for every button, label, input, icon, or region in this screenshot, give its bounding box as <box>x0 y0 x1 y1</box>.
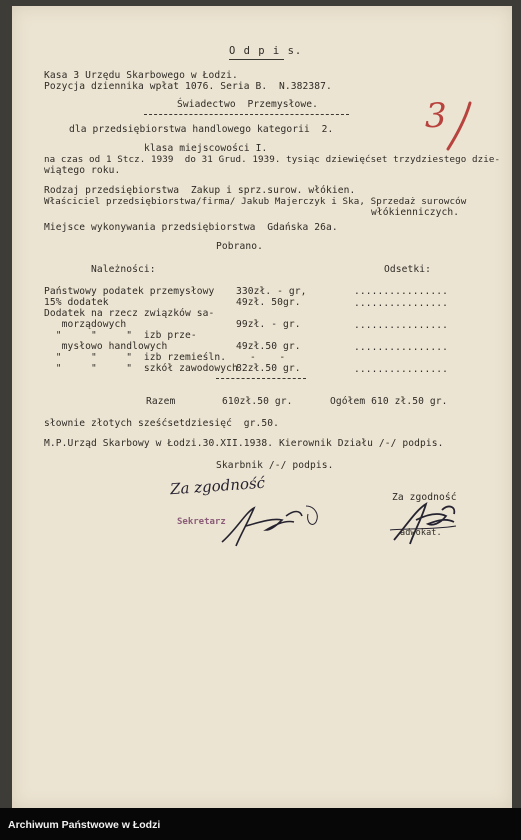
amount-in-words: słownie złotych sześćsetdziesięć gr.50. <box>44 418 280 429</box>
fee-amount: 99zł. - gr. <box>236 319 301 330</box>
total-amount: 610zł.50 gr. <box>222 396 293 407</box>
fee-label: Państwowy podatek przemysłowy <box>44 286 215 297</box>
grand-total: Ogółem 610 zł.50 gr. <box>330 396 448 407</box>
period-line-1: na czas od 1 Stcz. 1939 do 31 Grud. 1939. tysiąc dziewięćset trzydziestego dzie- <box>44 154 501 165</box>
fee-amount: 49zł.50 gr. <box>236 341 301 352</box>
secretary-stamp-label: Sekretarz <box>177 517 226 527</box>
dues-column-header: Należności: <box>91 264 156 275</box>
title-underline <box>229 59 284 60</box>
fee-label: Dodatek na rzecz związków sa- <box>44 308 215 319</box>
certificate-underline <box>144 114 349 115</box>
header-line-2: Pozycja dziennika wpłat 1076. Seria B. N.382387. <box>44 81 332 92</box>
fee-interest: ................ <box>354 286 449 297</box>
fee-amount: 49zł. 50gr. <box>236 297 301 308</box>
owner-line-2: włókienniczych. <box>371 207 460 218</box>
red-pencil-stroke <box>440 95 480 155</box>
certificate-title: Świadectwo Przemysłowe. <box>177 99 319 110</box>
owner-line: Właściciel przedsiębiorstwa/firma/ Jakub Majerczyk i Ska, Sprzedaż surowców <box>44 196 467 207</box>
handwritten-conformity: Za zgodność <box>169 473 266 499</box>
red-pencil-number: 3 <box>425 96 447 136</box>
total-label: Razem <box>146 396 176 407</box>
secretary-signature <box>216 500 326 550</box>
advocate-label: adwokat. <box>400 528 442 538</box>
fee-interest: ................ <box>354 342 449 353</box>
fee-label: 15% dodatek <box>44 297 109 308</box>
fee-interest: ................ <box>354 320 449 331</box>
conformity-right: Za zgodność <box>392 492 457 503</box>
fee-amount: - - <box>250 352 286 363</box>
fee-label: mysłowo handlowych <box>44 341 168 352</box>
fee-amount: 330zł. - gr, <box>236 286 307 297</box>
class-line: klasa miejscowości I. <box>144 143 268 154</box>
fee-interest: ................ <box>354 364 449 375</box>
fee-amount: 82zł.50 gr. <box>236 363 301 374</box>
total-separator <box>216 378 306 379</box>
location-line: Miejsce wykonywania przedsiębiorstwa Gdańska 26a. <box>44 222 338 233</box>
fee-interest: ................ <box>354 298 449 309</box>
enterprise-type-line: Rodzaj przedsiębiorstwa Zakup i sprz.surow. włókien. <box>44 185 356 196</box>
treasurer-line: Skarbnik /-/ podpis. <box>216 460 334 471</box>
archive-footer <box>0 808 521 840</box>
fee-label: morządowych <box>44 319 127 330</box>
fee-label: " " " szkół zawodowych <box>44 363 238 374</box>
period-line-2: wiątego roku. <box>44 165 121 176</box>
header-line-1: Kasa 3 Urzędu Skarbowego w Łodzi. <box>44 70 238 81</box>
tax-office-line: M.P.Urząd Skarbowy w Łodzi.30.XII.1938. Kierownik Działu /-/ podpis. <box>44 438 444 449</box>
fee-label: " " " izb rzemieśln. <box>44 352 227 363</box>
interest-column-header: Odsetki: <box>384 264 432 275</box>
fee-label: " " " izb prze- <box>44 330 197 341</box>
archive-name: Archiwum Państwowe w Łodzi <box>8 819 161 831</box>
advocate-signature <box>386 500 466 548</box>
enterprise-line: dla przedsiębiorstwa handlowego kategorii 2. <box>69 124 334 135</box>
document-title: O d p i s. <box>229 45 303 57</box>
collected-label: Pobrano. <box>216 241 264 252</box>
